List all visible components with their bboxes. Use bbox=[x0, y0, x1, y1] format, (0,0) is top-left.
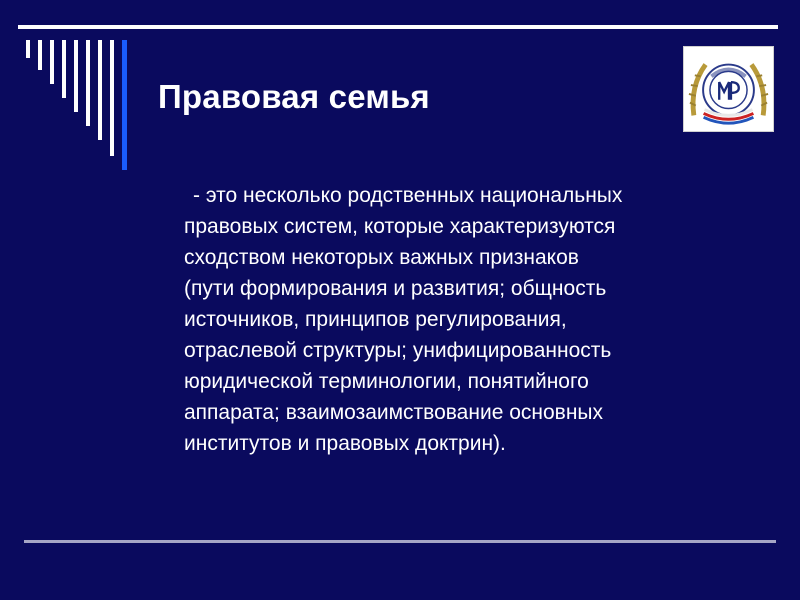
definition-line: юридической терминологии, понятийного bbox=[184, 370, 589, 393]
definition-text bbox=[184, 180, 764, 459]
slide-title: Правовая семья bbox=[158, 78, 430, 115]
university-emblem-icon bbox=[683, 46, 774, 132]
definition-line: институтов и правовых доктрин). bbox=[184, 432, 506, 455]
bottom-divider bbox=[24, 540, 776, 543]
definition-line: аппарата; взаимозаимствование основных bbox=[184, 401, 604, 424]
definition-line: - это несколько родственных национальных bbox=[193, 184, 623, 207]
definition-line: источников, принципов регулирования, bbox=[184, 308, 567, 331]
definition-line: (пути формирования и развития; общность bbox=[184, 277, 607, 300]
decorative-stripes bbox=[0, 0, 140, 170]
definition-line: отраслевой структуры; унифицированность bbox=[184, 339, 612, 362]
definition-line: сходством некоторых важных признаков bbox=[184, 246, 579, 269]
definition-line: правовых систем, которые характеризуются bbox=[184, 215, 616, 238]
